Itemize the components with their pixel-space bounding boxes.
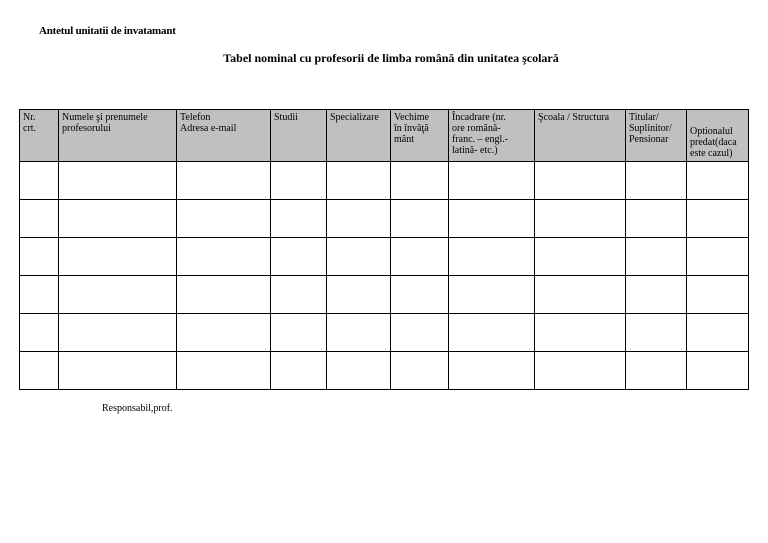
table-row: [20, 238, 749, 276]
table-cell-studies[interactable]: [271, 314, 327, 352]
table-cell-optional[interactable]: [687, 238, 749, 276]
table-cell-name[interactable]: [59, 200, 177, 238]
table-cell-optional[interactable]: [687, 200, 749, 238]
table-row: [20, 162, 749, 200]
header-optional-course-label: Optionalul predat(daca este cazul): [690, 126, 737, 159]
table-cell-assignment[interactable]: [449, 352, 535, 390]
table-cell-studies[interactable]: [271, 238, 327, 276]
table-cell-assignment[interactable]: [449, 276, 535, 314]
header-employment-status-label: Titular/ Suplinitor/ Pensionar: [629, 112, 672, 145]
table-cell-seniority[interactable]: [391, 314, 449, 352]
header-seniority-label: Vechime în învăţă mânt: [394, 112, 429, 145]
header-optional-course: [687, 110, 749, 162]
table-cell-specialization[interactable]: [327, 352, 391, 390]
table-cell-status[interactable]: [626, 352, 687, 390]
table-cell-name[interactable]: [59, 238, 177, 276]
table-cell-optional[interactable]: [687, 352, 749, 390]
table-row: [20, 200, 749, 238]
table-cell-name[interactable]: [59, 314, 177, 352]
table-row: [20, 314, 749, 352]
table-cell-assignment[interactable]: [449, 162, 535, 200]
table-cell-school[interactable]: [535, 162, 626, 200]
table-row: [20, 276, 749, 314]
table-cell-school[interactable]: [535, 200, 626, 238]
table-body: [20, 162, 749, 390]
header-name-label: Numele şi prenumele profesorului: [62, 112, 148, 134]
table-cell-status[interactable]: [626, 162, 687, 200]
table-cell-school[interactable]: [535, 238, 626, 276]
table-cell-optional[interactable]: [687, 314, 749, 352]
table-cell-status[interactable]: [626, 314, 687, 352]
table-cell-nr[interactable]: [20, 352, 59, 390]
header-studies: [271, 110, 327, 162]
table-cell-school[interactable]: [535, 314, 626, 352]
table-cell-name[interactable]: [59, 352, 177, 390]
table-cell-specialization[interactable]: [327, 162, 391, 200]
table-header-row: [20, 110, 749, 162]
table-cell-specialization[interactable]: [327, 314, 391, 352]
table-cell-nr[interactable]: [20, 162, 59, 200]
header-nr-crt: [20, 110, 59, 162]
table-cell-seniority[interactable]: [391, 162, 449, 200]
header-specialization-label: Specializare: [330, 112, 379, 123]
table-cell-studies[interactable]: [271, 276, 327, 314]
table-cell-status[interactable]: [626, 238, 687, 276]
table-cell-assignment[interactable]: [449, 200, 535, 238]
table-cell-seniority[interactable]: [391, 238, 449, 276]
table-cell-school[interactable]: [535, 276, 626, 314]
teacher-roster-table: [19, 109, 749, 390]
table-cell-contact[interactable]: [177, 352, 271, 390]
table-cell-school[interactable]: [535, 352, 626, 390]
table-cell-nr[interactable]: [20, 238, 59, 276]
table-cell-assignment[interactable]: [449, 314, 535, 352]
table-cell-studies[interactable]: [271, 162, 327, 200]
header-assignment-label: Încadrare (nr. ore română- franc. – engl.- latină- etc.): [452, 112, 509, 156]
document-title: [0, 51, 768, 66]
table-cell-studies[interactable]: [271, 352, 327, 390]
header-contact-label: Telefon Adresa e-mail: [180, 112, 237, 134]
table-cell-studies[interactable]: [271, 200, 327, 238]
table-cell-nr[interactable]: [20, 200, 59, 238]
table-cell-name[interactable]: [59, 276, 177, 314]
table-cell-nr[interactable]: [20, 314, 59, 352]
table-cell-name[interactable]: [59, 162, 177, 200]
table-cell-contact[interactable]: [177, 238, 271, 276]
table-cell-contact[interactable]: [177, 276, 271, 314]
header-name: [59, 110, 177, 162]
table-cell-status[interactable]: [626, 200, 687, 238]
table-cell-contact[interactable]: [177, 314, 271, 352]
table-cell-specialization[interactable]: [327, 200, 391, 238]
header-contact: [177, 110, 271, 162]
header-nr-crt-label: Nr. crt.: [23, 112, 37, 134]
header-school-structure-label: Şcoala / Structura: [538, 112, 610, 123]
table-cell-seniority[interactable]: [391, 276, 449, 314]
table-cell-specialization[interactable]: [327, 276, 391, 314]
table-cell-specialization[interactable]: [327, 238, 391, 276]
table-cell-contact[interactable]: [177, 162, 271, 200]
header-employment-status: [626, 110, 687, 162]
school-header: Antetul unitatii de invatamant: [39, 25, 176, 37]
table-row: [20, 352, 749, 390]
table-cell-seniority[interactable]: [391, 200, 449, 238]
table-cell-optional[interactable]: [687, 276, 749, 314]
table-cell-contact[interactable]: [177, 200, 271, 238]
header-studies-label: Studii: [274, 112, 298, 123]
table-cell-assignment[interactable]: [449, 238, 535, 276]
signature-line: Responsabil,prof.: [102, 403, 173, 414]
header-assignment: [449, 110, 535, 162]
table-cell-nr[interactable]: [20, 276, 59, 314]
table-cell-status[interactable]: [626, 276, 687, 314]
table-cell-seniority[interactable]: [391, 352, 449, 390]
header-school-structure: [535, 110, 626, 162]
table-cell-optional[interactable]: [687, 162, 749, 200]
document-title-text: Tabel nominal cu profesorii de limba română din unitatea şcolară: [223, 51, 559, 65]
header-specialization: [327, 110, 391, 162]
header-seniority: [391, 110, 449, 162]
